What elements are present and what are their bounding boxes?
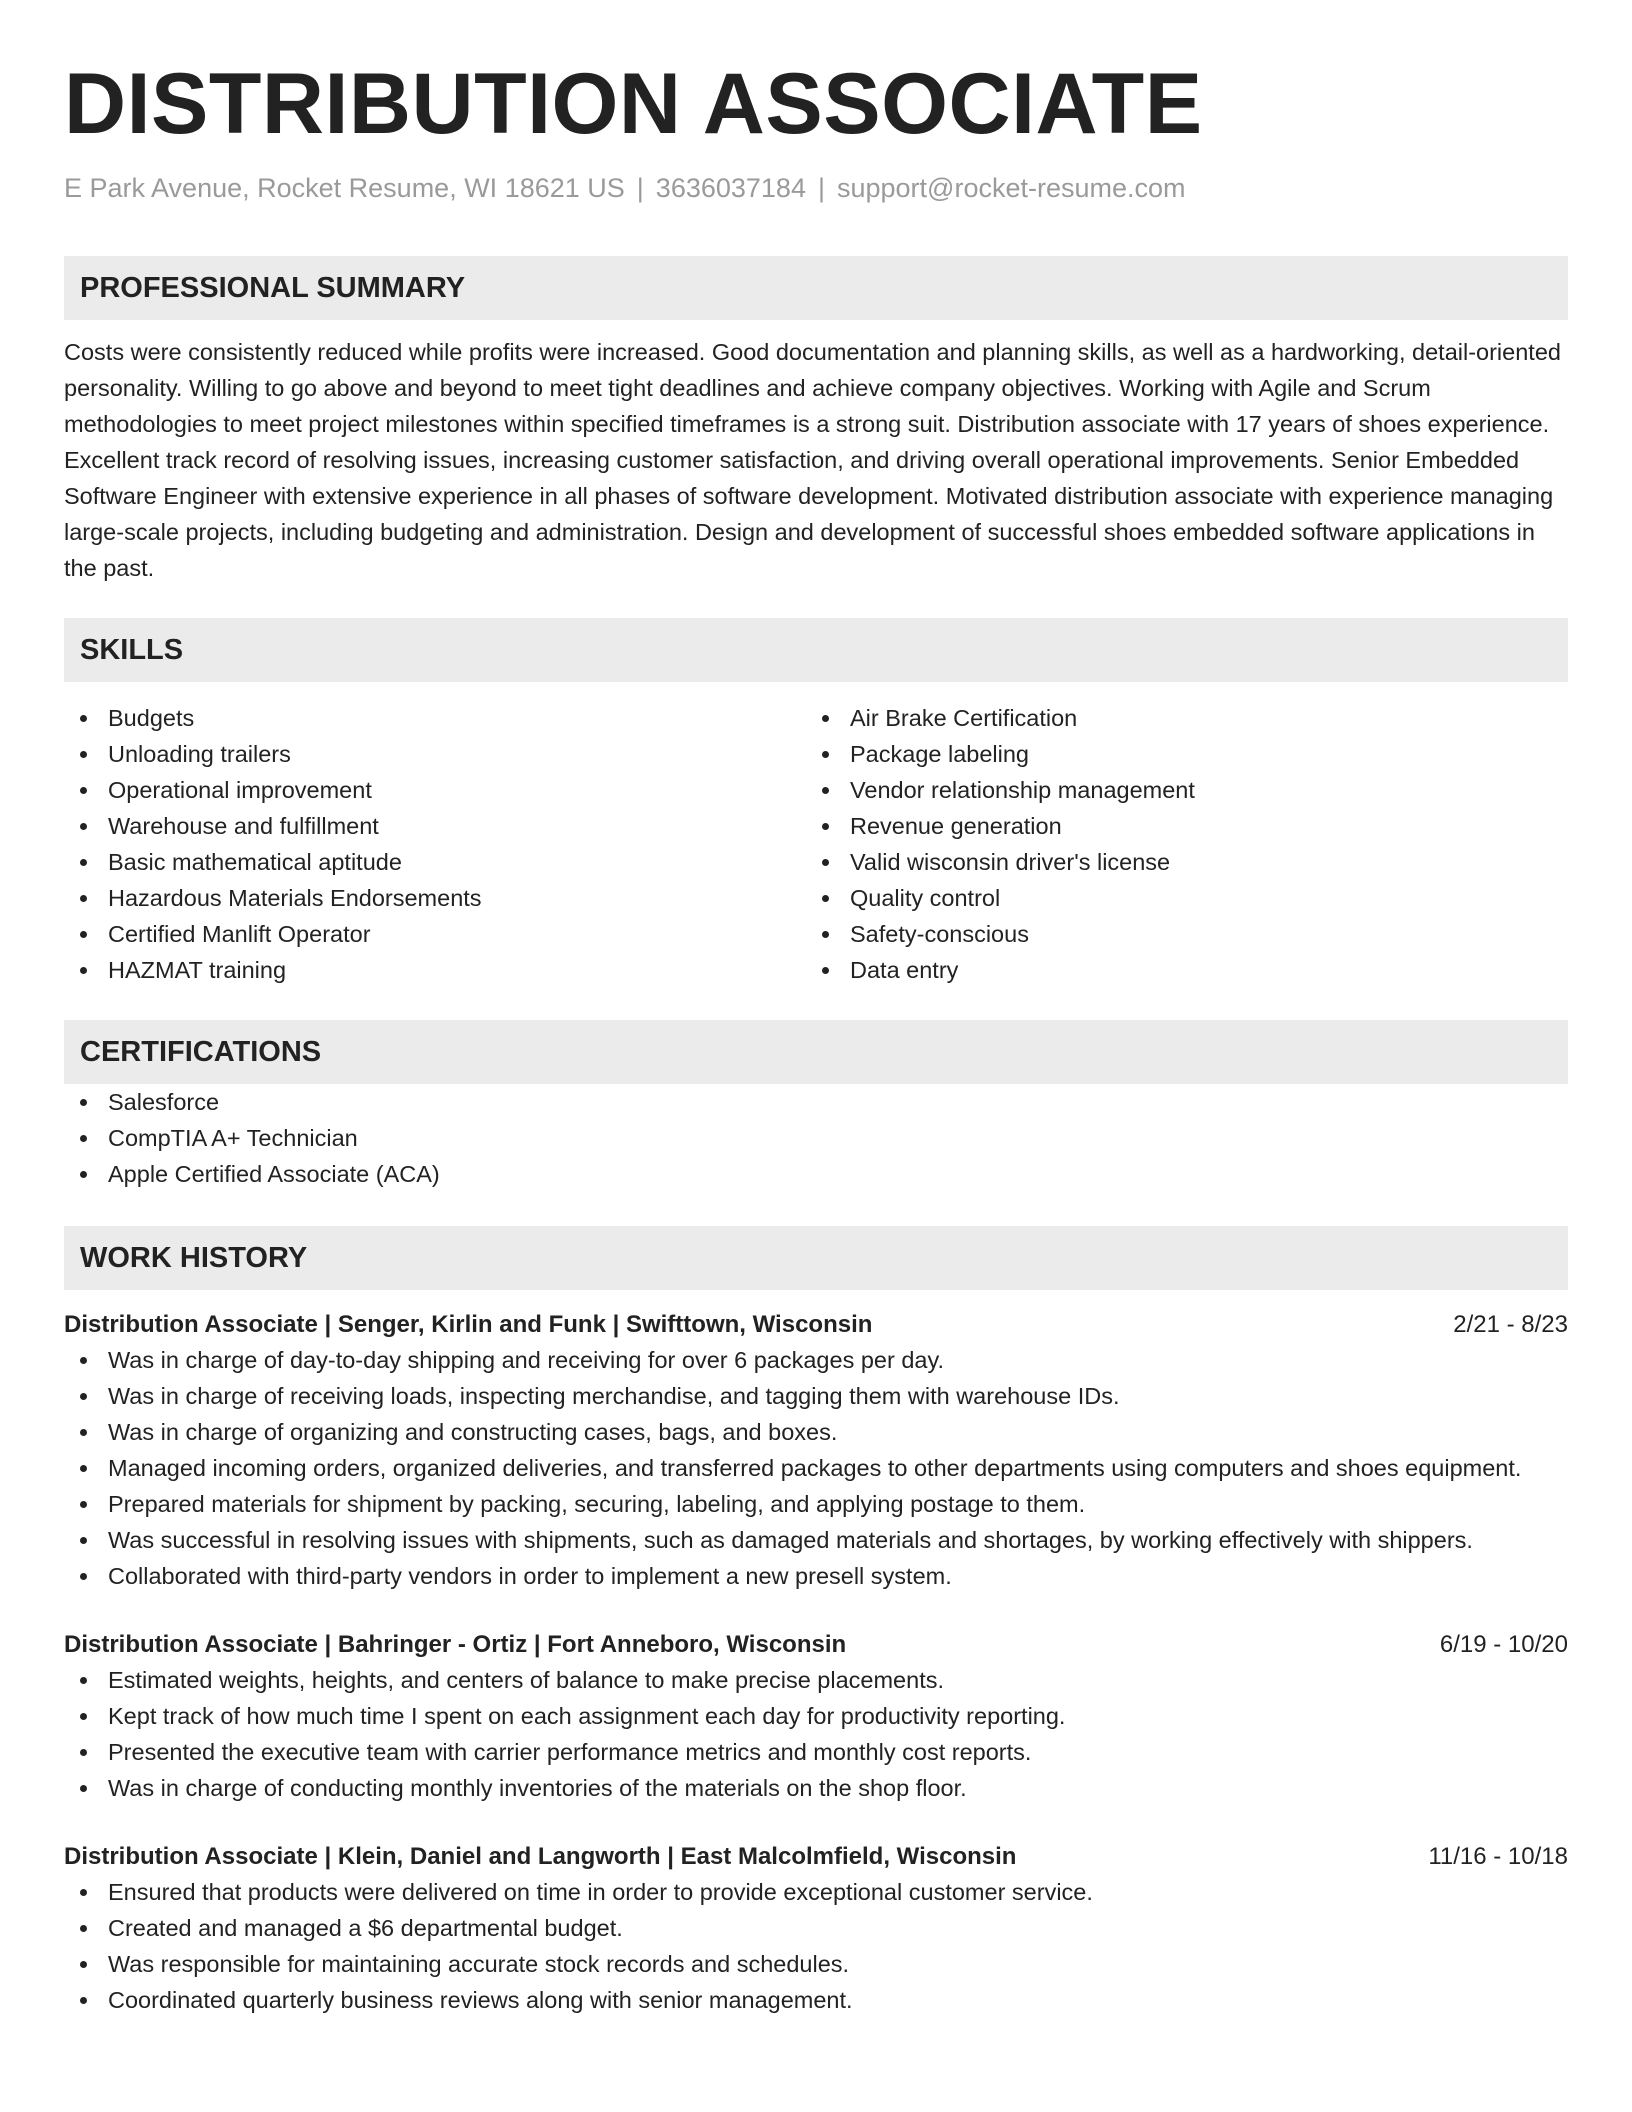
skill-item: Warehouse and fulfillment [64,808,806,844]
job-dates: 2/21 - 8/23 [1453,1311,1568,1338]
job-title: Distribution Associate | Bahringer - Ortiz | Fort Anneboro, Wisconsin [64,1631,847,1658]
section-heading-certifications: CERTIFICATIONS [64,1020,1568,1084]
job-header [64,1628,1568,1662]
contact-email: support@rocket-resume.com [836,173,1186,203]
job-bullet: Collaborated with third-party vendors in order to implement a new presell system. [64,1558,1568,1594]
resume-name: DISTRIBUTION ASSOCIATE [64,56,1203,152]
skills-list-right [806,700,1548,988]
skill-item: Package labeling [806,736,1548,772]
contact-phone: 3636037184 [655,173,806,203]
skill-item: Vendor relationship management [806,772,1548,808]
skill-item: Certified Manlift Operator [64,916,806,952]
job-bullet: Ensured that products were delivered on time in order to provide exceptional customer service. [64,1874,1568,1910]
skill-item: Data entry [806,952,1548,988]
section-heading-skills: SKILLS [64,618,1568,682]
section-heading-work-history: WORK HISTORY [64,1226,1568,1290]
job-bullet: Estimated weights, heights, and centers of balance to make precise placements. [64,1662,1568,1698]
job-bullet: Was responsible for maintaining accurate stock records and schedules. [64,1946,1568,1982]
job-entry [64,1628,1568,1806]
job-dates: 11/16 - 10/18 [1428,1843,1568,1870]
job-bullet: Kept track of how much time I spent on each assignment each day for productivity reporting. [64,1698,1568,1734]
contact-separator: | [636,173,644,203]
job-bullets [64,1662,1568,1806]
job-entry [64,1840,1568,2018]
skill-item: Basic mathematical aptitude [64,844,806,880]
skill-item: Air Brake Certification [806,700,1548,736]
job-bullet: Presented the executive team with carrier performance metrics and monthly cost reports. [64,1734,1568,1770]
job-bullet: Was in charge of day-to-day shipping and receiving for over 6 packages per day. [64,1342,1568,1378]
summary-text: Costs were consistently reduced while profits were increased. Good documentation and planning skills, as well as a hardworking, detail-oriented personality. Willing to go above and beyond to meet tight deadlines and achieve company objectives. Working with Agile and Scrum methodologies to meet project milestones within specified timeframes is a strong suit. Distribution associate with 17 years of shoes experience. Excellent track record of resolving issues, increasing customer satisfaction, and driving overall operational improvements. Senior Embedded Software Engineer with extensive experience in all phases of software development. Motivated distribution associate with experience managing large-scale projects, including budgeting and administration. Design and development of successful shoes embedded software applications in the past. [64,339,1561,581]
job-bullet: Managed incoming orders, organized deliveries, and transferred packages to other departments using computers and shoes equipment. [64,1450,1568,1486]
contact-line [64,172,1568,204]
skill-item: Unloading trailers [64,736,806,772]
job-bullet: Prepared materials for shipment by packing, securing, labeling, and applying postage to them. [64,1486,1568,1522]
job-bullet: Coordinated quarterly business reviews along with senior management. [64,1982,1568,2018]
job-bullets [64,1342,1568,1594]
skill-item: Safety-conscious [806,916,1548,952]
contact-address: E Park Avenue, Rocket Resume, WI 18621 US [64,173,625,203]
job-header [64,1840,1568,1874]
job-bullet: Was in charge of organizing and constructing cases, bags, and boxes. [64,1414,1568,1450]
job-bullets [64,1874,1568,2018]
section-heading-summary: PROFESSIONAL SUMMARY [64,256,1568,320]
certification-item: Apple Certified Associate (ACA) [64,1156,1568,1192]
job-bullet: Created and managed a $6 departmental budget. [64,1910,1568,1946]
job-bullet: Was in charge of conducting monthly inventories of the materials on the shop floor. [64,1770,1568,1806]
job-dates: 6/19 - 10/20 [1439,1631,1568,1658]
skill-item: Valid wisconsin driver's license [806,844,1548,880]
job-title: Distribution Associate | Klein, Daniel and Langworth | East Malcolmfield, Wisconsin [64,1843,1017,1870]
job-header [64,1308,1568,1342]
skill-item: Revenue generation [806,808,1548,844]
job-title: Distribution Associate | Senger, Kirlin and Funk | Swifttown, Wisconsin [64,1311,873,1338]
certification-item: CompTIA A+ Technician [64,1120,1568,1156]
job-bullet: Was in charge of receiving loads, inspecting merchandise, and tagging them with warehouse IDs. [64,1378,1568,1414]
skill-item: HAZMAT training [64,952,806,988]
skill-item: Operational improvement [64,772,806,808]
certification-item: Salesforce [64,1084,1568,1120]
skill-item: Quality control [806,880,1548,916]
certifications-list [64,1084,1568,1192]
skills-columns [64,700,1568,988]
job-bullet: Was successful in resolving issues with shipments, such as damaged materials and shortages, by working effectively with shippers. [64,1522,1568,1558]
contact-separator: | [817,173,825,203]
skill-item: Hazardous Materials Endorsements [64,880,806,916]
resume-page [64,0,1568,2018]
skill-item: Budgets [64,700,806,736]
skills-list-left [64,700,806,988]
job-entry [64,1308,1568,1594]
